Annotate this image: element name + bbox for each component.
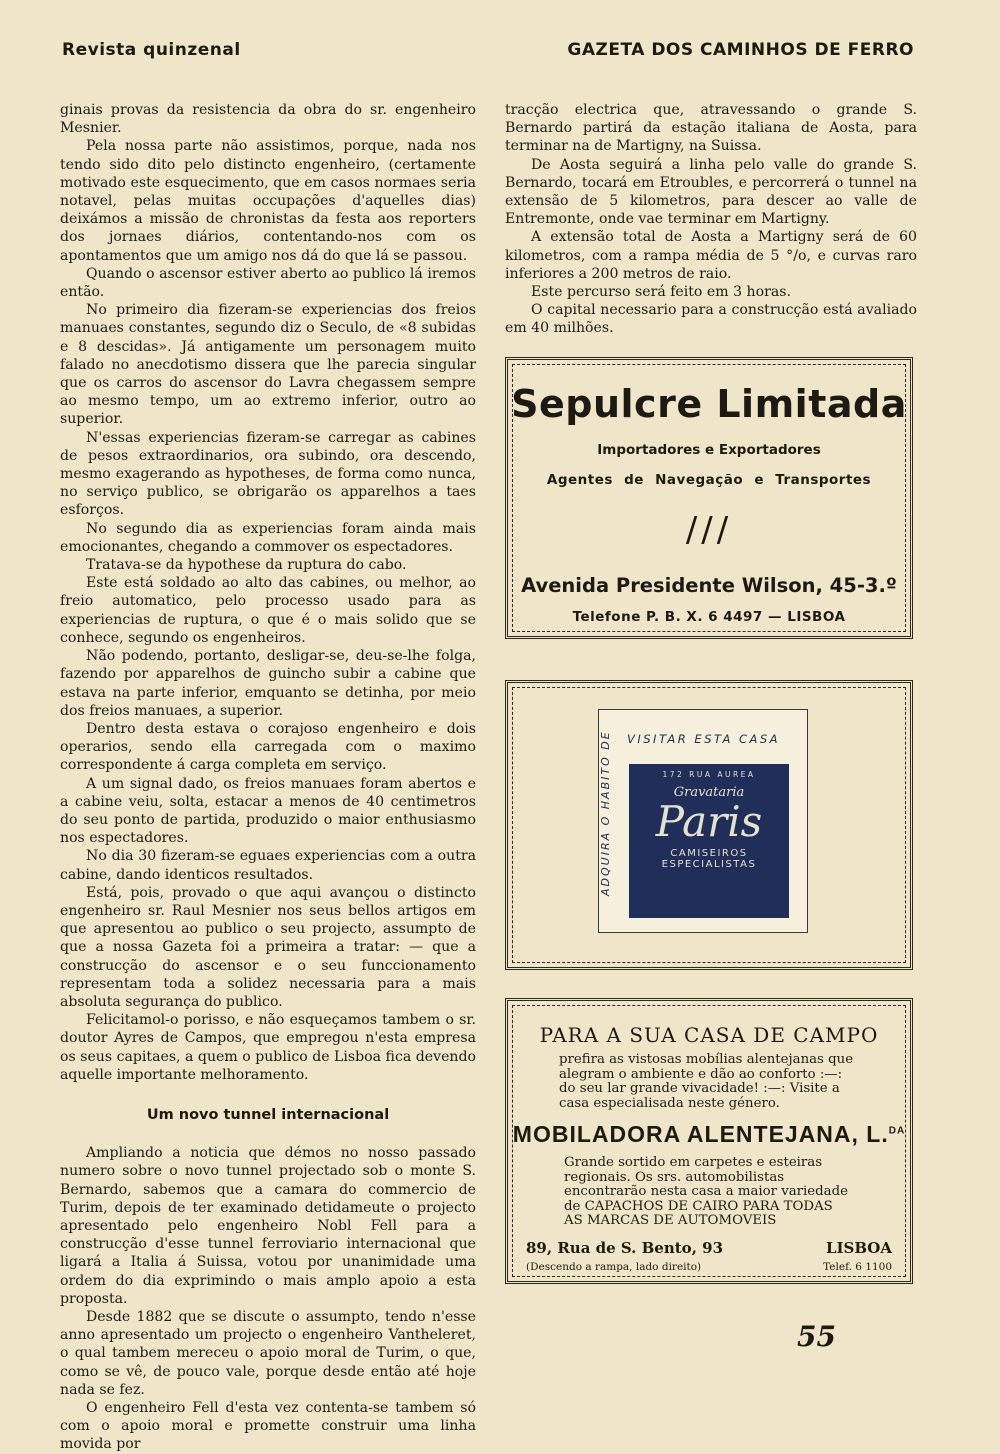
- ad-company-name: Sepulcre Limitada: [511, 382, 907, 426]
- ad-phone: Telef. 6 1100: [823, 1260, 892, 1273]
- gravataria-logo: [629, 764, 789, 918]
- ad-brand-suffix: DA: [888, 1125, 906, 1137]
- ad-brand-name: MOBILADORA ALENTEJANA, L.: [512, 1121, 889, 1147]
- paragraph: O engenheiro Fell d'esta vez contenta-se tambem só com o apoio moral e promette construir uma linha movida por: [60, 1400, 476, 1453]
- paragraph: Pela nossa parte não assistimos, porque, nada nos tendo sido dito pelo distincto engenheiro, (certamente motivado este esquecimento, que em casos normaes seria notavel, pelas muitas occupações d'aquelles dias) deixámos a missão de chronistas da festa aos reporters dos jornaes diários, contentando-nos com os apontamentos que um amigo nos dá do que lá se passou.: [60, 138, 476, 264]
- paragraph: De Aosta seguirá a linha pelo valle do grande S. Bernardo, tocará em Etroubles, e percorrerá o tunnel na extensão de 5 kilometros, para descer ao valle de Entremonte, onde vae terminar em Martigny.: [505, 156, 917, 228]
- left-column: [60, 101, 476, 1454]
- paragraph: A um signal dado, os freios manuaes foram abertos e a cabine veiu, solta, estacar a menos de 40 centimetros do seu ponto de partida, produzido o maior enthusiasmo nos espectadores.: [60, 775, 476, 847]
- ad-phone: Telefone P. B. X. 6 4497 — LISBOA: [572, 609, 846, 625]
- paragraph: Desde 1882 que se discute o assumpto, tendo n'esse anno apresentado um projecto o engenheiro Vantheleret, o qual tambem mereceu o apoio moral de Turim, o que, como se vê, de pouco vale, porque desde então até hoje nada se fez.: [60, 1309, 476, 1398]
- ad-body: Grande sortido em carpetes e esteiras regionais. Os srs. automobilistas encontrarão nesta casa a maior variedade de CAPACHOS DE CAIRO PARA TODAS AS MARCAS DE AUTOMOVEIS: [564, 1155, 848, 1228]
- ad-slashes: ///: [685, 510, 733, 550]
- logo-street: 172 RUA AUREA: [662, 770, 756, 779]
- ad-brand: [508, 1121, 910, 1148]
- advertisement-sepulcre: [505, 357, 913, 639]
- running-header-left: Revista quinzenal: [62, 40, 241, 60]
- paragraph: No dia 30 fizeram-se eguaes experiencias com a outra cabine, dando identicos resultados.: [60, 848, 476, 883]
- paragraph: Quando o ascensor estiver aberto ao publico lá iremos então.: [60, 265, 476, 301]
- paragraph: Felicitamol-o porisso, e não esqueçamos tambem o sr. doutor Ayres de Campos, que empregou n'esta empresa os seus capitaes, a quem o publico de Lisboa fica devendo aquelle importante melhoramento.: [60, 1012, 476, 1083]
- ad-vertical-text: ADQUIRA O HABITO DE: [599, 730, 612, 896]
- right-column: [505, 101, 917, 338]
- paragraph: Está, pois, provado o que aqui avançou o distincto engenheiro sr. Raul Mesnier nos seus bellos artigos em que apresentou ao publico o seu projecto, assumpto de que a nossa Gazeta foi a primeira a tratar: — que a construcção do ascensor e o seu funccionamento representam toda a solidez necessaria para a mais absoluta segurança do publico.: [60, 884, 476, 1010]
- ad-city: LISBOA: [825, 1238, 892, 1257]
- paragraph: No primeiro dia fizeram-se experiencias dos freios manuaes constantes, segundo diz o Seculo, de «8 subidas e 8 descidas». Já antigamente um personagem muito falado no anecdotismo dissera que lhe parecia singular que os carros do ascensor do Lavra chegassem sempre ao mesmo tempo, um ao extremo inferior, outro ao superior.: [60, 302, 476, 428]
- page-number: 55: [797, 1320, 836, 1353]
- paragraph: A extensão total de Aosta a Martigny será de 60 kilometros, com a rampa média de 5 °/o, e curvas raro inferiores a 200 metros de raio.: [505, 229, 917, 282]
- ad-tagline: Importadores e Exportadores: [597, 442, 821, 458]
- ad-tagline: Agentes de Navegação e Transportes: [546, 472, 872, 488]
- ad-visit-text: VISITAR ESTA CASA: [627, 732, 781, 746]
- section-title: Um novo tunnel internacional: [146, 1106, 390, 1123]
- ad-card: [598, 709, 808, 933]
- ad-address: Avenida Presidente Wilson, 45-3.º: [521, 574, 897, 597]
- paragraph: O capital necessario para a construcção está avaliado em 40 milhões.: [505, 302, 917, 337]
- paragraph: ginais provas da resistencia da obra do sr. engenheiro Mesnier.: [60, 102, 476, 137]
- advertisement-mobiladora: [505, 998, 913, 1284]
- ad-headline: PARA A SUA CASA DE CAMPO: [539, 1023, 879, 1047]
- logo-line: ESPECIALISTAS: [661, 859, 757, 870]
- paragraph: No segundo dia as experiencias foram ainda mais emocionantes, chegando a commover os espectadores.: [60, 520, 476, 555]
- paragraph: Não podendo, portanto, desligar-se, deu-se-lhe folga, fazendo por apparelhos de guincho subir a cabine que estava na parte inferior, emquanto se detinha, por meio dos freios manuaes, a superior.: [60, 648, 476, 719]
- paragraph: Ampliando a noticia que démos no nosso passado numero sobre o novo tunnel projectado sob o monte S. Bernardo, sabemos que a camara do commercio de Turim, depois de ter examinado detidameute o projecto apresentado pelo engenheiro Nobl Fell para a construcção d'esse tunnel ferroviario internacional que ligará a Italia á Suissa, votou por unanimidade uma ordem do dia exprimindo o mais amplo apoio a esta proposta.: [60, 1145, 476, 1307]
- running-header-right: GAZETA DOS CAMINHOS DE FERRO: [567, 40, 914, 60]
- paragraph: N'essas experiencias fizeram-se carregar as cabines de pesos extraordinarios, ora subindo, ora descendo, mesmo exagerando as hypotheses, de forma como nunca, no serviço publico, se obrigarão os apparelhos a taes esforços.: [60, 429, 476, 519]
- paragraph: Dentro desta estava o corajoso engenheiro e dois operarios, sendo ella carregada com o maximo correspondente á carga completa em serviço.: [60, 720, 476, 774]
- paragraph: Este está soldado ao alto das cabines, ou melhor, ao freio automatico, pelo processo usado para as experiencias de ruptura, o que é o mais solido que se conhece, segundo os engenheiros.: [60, 575, 476, 646]
- ad-direction-note: (Descendo a rampa, lado direito): [526, 1260, 702, 1273]
- advertisement-gravataria-paris: [505, 680, 913, 970]
- paragraph: Tratava-se da hypothese da ruptura do cabo.: [86, 557, 407, 574]
- ad-footer-note: [508, 1261, 910, 1273]
- ad-address: 89, Rua de S. Bento, 93: [526, 1238, 724, 1257]
- ad-body: prefira as vistosas mobílias alentejanas que alegram o ambiente e dão ao conforto :—: do seu lar grande vivacidade! :—: Visite a casa especialisada neste género.: [559, 1052, 854, 1111]
- logo-line: CAMISEIROS: [670, 848, 748, 859]
- paragraph: tracção electrica que, atravessando o grande S. Bernardo partirá da estação italiana de Aosta, para terminar na de Martigny, na Suissa.: [505, 102, 917, 155]
- logo-gravataria: Gravataria: [673, 785, 745, 800]
- ad-footer: [508, 1239, 910, 1257]
- logo-paris: Paris: [655, 797, 763, 846]
- paragraph: Este percurso será feito em 3 horas.: [531, 284, 791, 301]
